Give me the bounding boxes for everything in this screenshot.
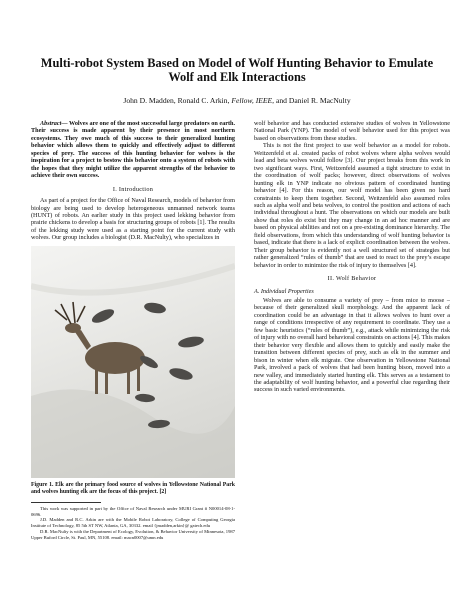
- right-column: [254, 120, 450, 394]
- abstract: [31, 120, 235, 180]
- section-heading-introduction: I. Introduction: [112, 185, 154, 193]
- snow-scene-illustration: [31, 246, 235, 478]
- right-paragraph-prior-work: This is not the first project to use wolf behavior as a model for robots. Weitzenfeld et al. created packs of robot wolves where alpha wolves would lead and beta wolves would follow [3]. Our project breaks from this work in two significant ways. First, Weitzenfeld assumed a tight structure to exist in the coordination of wolf packs; however, direct observations of wolves hunting elk in YNP indicate no obvious pattern of coordinated hunting behavior [4]. For this reason, our wolf model has been given no hard constraints to keep them together. Second, Weitzenfeld also assumed roles such as alpha wolf and beta wolves, to control the position and actions of each individual throughout a hunt. The observations on which our models are built show that roles do exist but they may change in an ad hoc manner and are based on physical abilities and not on a pre-existing dominance hierarchy. The field observations, from which this understanding of wolf hunting behavior is based, indicate that there is a lack of explicit coordination between the wolves. Their group behavior is evidently not a well structured set of strategies but rather generalized “rules of thumb” that are used to react to the prey’s escape behavior in order to minimize the risk of injury to themselves [4].: [254, 142, 450, 269]
- paper-title: Multi-robot System Based on Model of Wolf Hunting Behavior to Emulate Wolf and Elk Interactions: [40, 56, 434, 84]
- author-line: [20, 96, 454, 106]
- footnote-funding: This work was supported in part by the Office of Naval Research under MURI Grant # N00014-08-1-0696.: [31, 505, 235, 517]
- right-paragraph-individual-properties: Wolves are able to consume a variety of prey – from mice to moose – because of their generalized skull morphology. And the apparent lack of coordination could be an advantage in that it allows wolves to hunt over a range of conditions irrespective of any requirement to coordinate. They use a few basic heuristics (“rules of thumb”), e.g., attack while minimizing the risk of injury with no overall hard behavioral constraints on actions [4]. This makes their behavior very flexible and allows them to quickly and easily make the transition between different species of prey, such as elk in the summer and bison in winter when elk migrate. One observation in Yellowstone National Park, involved a pack of wolves that had been hunting bison, moved into a new valley, and immediately started hunting elk. This serves as a testament to the adaptability of wolf hunting behavior, and a powerful clue regarding their success in such varied environments.: [254, 296, 450, 394]
- subsection-heading-individual-properties: A. Individual Properties: [254, 287, 314, 295]
- left-column: [31, 120, 235, 541]
- figure-caption: Figure 1. Elk are the primary food source of wolves in Yellowstone National Park and wolves hunting elk are the focus of this project. [2]: [31, 481, 235, 495]
- introduction-paragraph: As part of a project for the Office of Naval Research, models of behavior from biology are being used to develop heterogeneous unmanned network teams (HUNT) of robots. An earlier study in this project used lekking behavior from prairie chickens to develop a basis for structuring groups of robots [1]. The results of the lekking study were used as a starting point for the current study with wolves. Our group includes a biologist (D.R. MacNulty), who specializes in: [31, 197, 235, 242]
- abstract-text: Wolves are one of the most successful large predators on earth. Their success is made apparent by their presence in most northern ecosystems. They owe much of this success to their generalized hunting behavior which allows them to quickly and effectively adjust to different species of prey. The success of this hunting behavior for wolves is the inspiration for a project to bestow this behavior onto a system of robots with the hopes that they might utilize the apparent strengths of the behavior to achieve their own success.: [31, 120, 235, 180]
- authors-tail: , and Daniel R. MacNulty: [272, 96, 351, 105]
- footnote-affiliation-gatech: J.D. Madden and R.C. Arkin are with the Mobile Robot Laboratory, College of Computing Georgia Institute of Technology, 85 5th ST NW, Atlanta, GA, 30332. email {jmadden,arkin}@ gatech.edu: [31, 517, 235, 529]
- footnote-divider: [31, 502, 101, 503]
- section-heading-wolf-behavior: II. Wolf Behavior: [327, 275, 377, 283]
- right-paragraph-continuation: wolf behavior and has conducted extensive studies of wolves in Yellowstone National Park (YNP). The model of wolf behavior used for this project was based on observations from these studies.: [254, 120, 450, 142]
- authors-names: John D. Madden, Ronald C. Arkin,: [123, 96, 230, 105]
- authors-fellow: Fellow, IEEE: [231, 96, 273, 105]
- figure-wolves-elk-photo: [31, 246, 235, 478]
- abstract-label: Abstract—: [40, 120, 68, 127]
- footnote-affiliation-umn: D.R. MacNulty is with the Department of Ecology, Evolution, & Behavior University of Minnesota, 1987 Upper Buford Circle, St. Paul, MN, 55108. email: macn0007@umn.edu: [31, 528, 235, 540]
